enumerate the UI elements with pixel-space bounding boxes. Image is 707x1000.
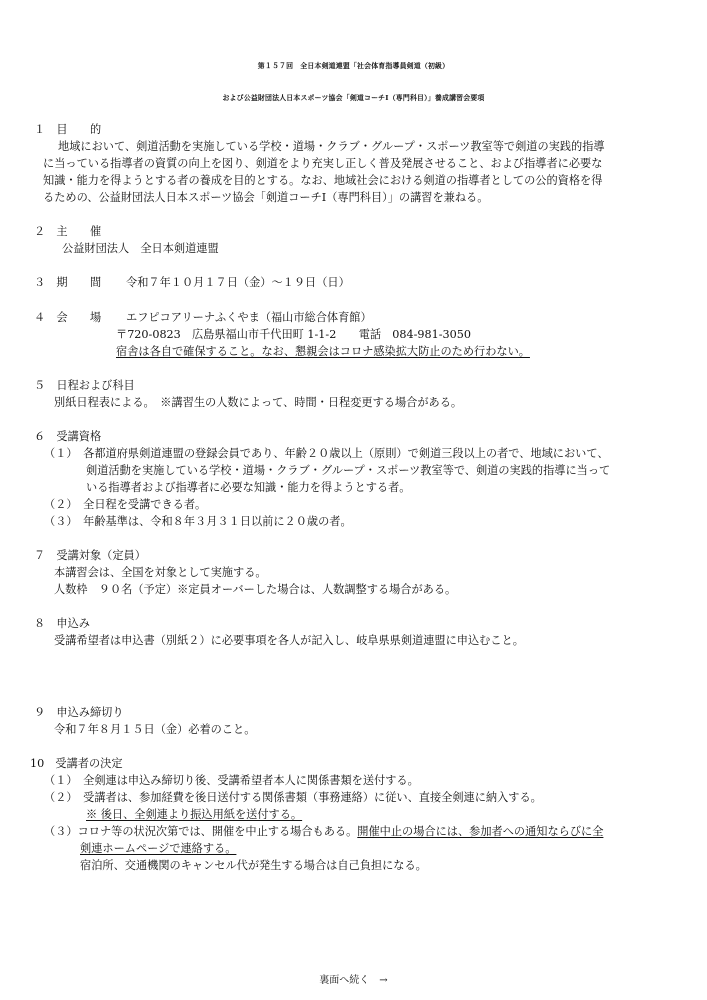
section-1-heading: １ 目 的 — [34, 123, 102, 136]
section-6-item3: （３） 年齢基準は、令和８年３月３１日以前に２０歳の者。 — [44, 515, 352, 528]
continued-on-back-note: 裏面へ続く → — [319, 975, 388, 986]
document-title-line2: および公益財団法人日本スポーツ協会「剣道コーチⅠ（専門科目）」養成講習会要項 — [222, 94, 485, 102]
section-7-text-line2: 人数枠 ９０名（予定）※定員オーバーした場合は、人数調整する場合がある。 — [54, 583, 457, 596]
section-4-heading: ４ 会 場 — [34, 311, 102, 324]
section-4-note: 宿舎は各自で確保すること。なお、懇親会はコロナ感染拡大防止のため行わない。 — [116, 345, 530, 358]
section-5-heading: ５ 日程および科目 — [34, 379, 135, 392]
section-4-venue: エフピコアリーナふくやま（福山市総合体育館） — [126, 311, 372, 324]
section-9-heading: ９ 申込み締切り — [34, 706, 124, 719]
section-10-item1: （１） 全剣連は申込み締切り後、受講希望者本人に関係書類を送付する。 — [44, 774, 419, 787]
section-3-heading: ３ 期 間 — [34, 276, 102, 289]
section-10-item2: （２） 受講者は、参加経費を後日送付する関係書類（事務連絡）に従い、直接全剣連に納入する。 — [44, 791, 542, 804]
section-1-text-line4: るための、公益財団法人日本スポーツ協会「剣道コーチⅠ（専門科目）」の講習を兼ねる。 — [43, 191, 489, 204]
section-10-item3-line3: 宿泊所、交通機関のキャンセル代が発生する場合は自己負担になる。 — [80, 859, 427, 872]
section-10-item3-text: （３）コロナ等の状況次第では、開催を中止する場合もある。 — [44, 825, 358, 838]
section-1-text-line2: に当っている指導者の資質の向上を図り、剣道をより充実し正しく普及発展させること、および指導者に必要な — [43, 157, 603, 170]
section-2-text: 公益財団法人 全日本剣道連盟 — [62, 242, 219, 255]
section-6-item1-line3: いる指導者および指導者に必要な知識・能力を得ようとする者。 — [86, 481, 411, 494]
section-1-text-line1: 地域において、剣道活動を実施している学校・道場・クラブ・グループ・スポーツ教室等で剣道の実践的指導 — [58, 140, 605, 153]
section-8-heading: ８ 申込み — [34, 617, 90, 630]
section-6-heading: ６ 受講資格 — [34, 430, 102, 443]
document-title-line1: 第１５７回 全日本剣道連盟「社会体育指導員剣道（初級） — [257, 62, 450, 70]
section-10-item3-underlined: 開催中止の場合には、参加者への通知ならびに全 — [357, 825, 604, 838]
section-6-item1-line2: 剣道活動を実施している学校・道場・クラブ・グループ・スポーツ教室等で、剣道の実践的指導に当って — [86, 464, 611, 477]
section-10-item3-line1 — [44, 825, 603, 839]
section-5-text: 別紙日程表による。 ※講習生の人数によって、時間・日程変更する場合がある。 — [54, 396, 463, 409]
section-4-address: 〒720-0823 広島県福山市千代田町 1-1-2 電話 084-981-3050 — [116, 328, 472, 341]
section-6-item2: （２） 全日程を受講できる者。 — [44, 498, 207, 511]
section-10-item2-note: ※ 後日、全剣連より振込用紙を送付する。 — [86, 808, 303, 821]
section-7-text-line1: 本講習会は、全国を対象として実施する。 — [54, 566, 267, 579]
section-10-item3-line2: 剣連ホームページで連絡する。 — [80, 842, 237, 855]
section-7-heading: ７ 受講対象（定員） — [34, 549, 146, 562]
section-1-text-line3: 知識・能力を得ようとする者の養成を目的とする。なお、地域社会における剣道の指導者としての公的資格を得 — [43, 174, 603, 187]
section-8-text: 受講希望者は申込書（別紙２）に必要事項を各人が記入し、岐阜県県剣道連盟に申込むこと。 — [54, 634, 524, 647]
section-9-text: 令和７年８月１５日（金）必着のこと。 — [54, 723, 256, 736]
section-3-text: 令和７年１０月１７日（金）～１９日（日） — [126, 276, 350, 289]
section-10-heading: 10 受講者の決定 — [30, 757, 123, 770]
section-2-heading: ２ 主 催 — [34, 225, 102, 238]
section-6-item1-line1: （１） 各都道府県剣道連盟の登録会員であり、年齢２０歳以上（原則）で剣道三段以上の者で、地域において、 — [44, 447, 609, 460]
